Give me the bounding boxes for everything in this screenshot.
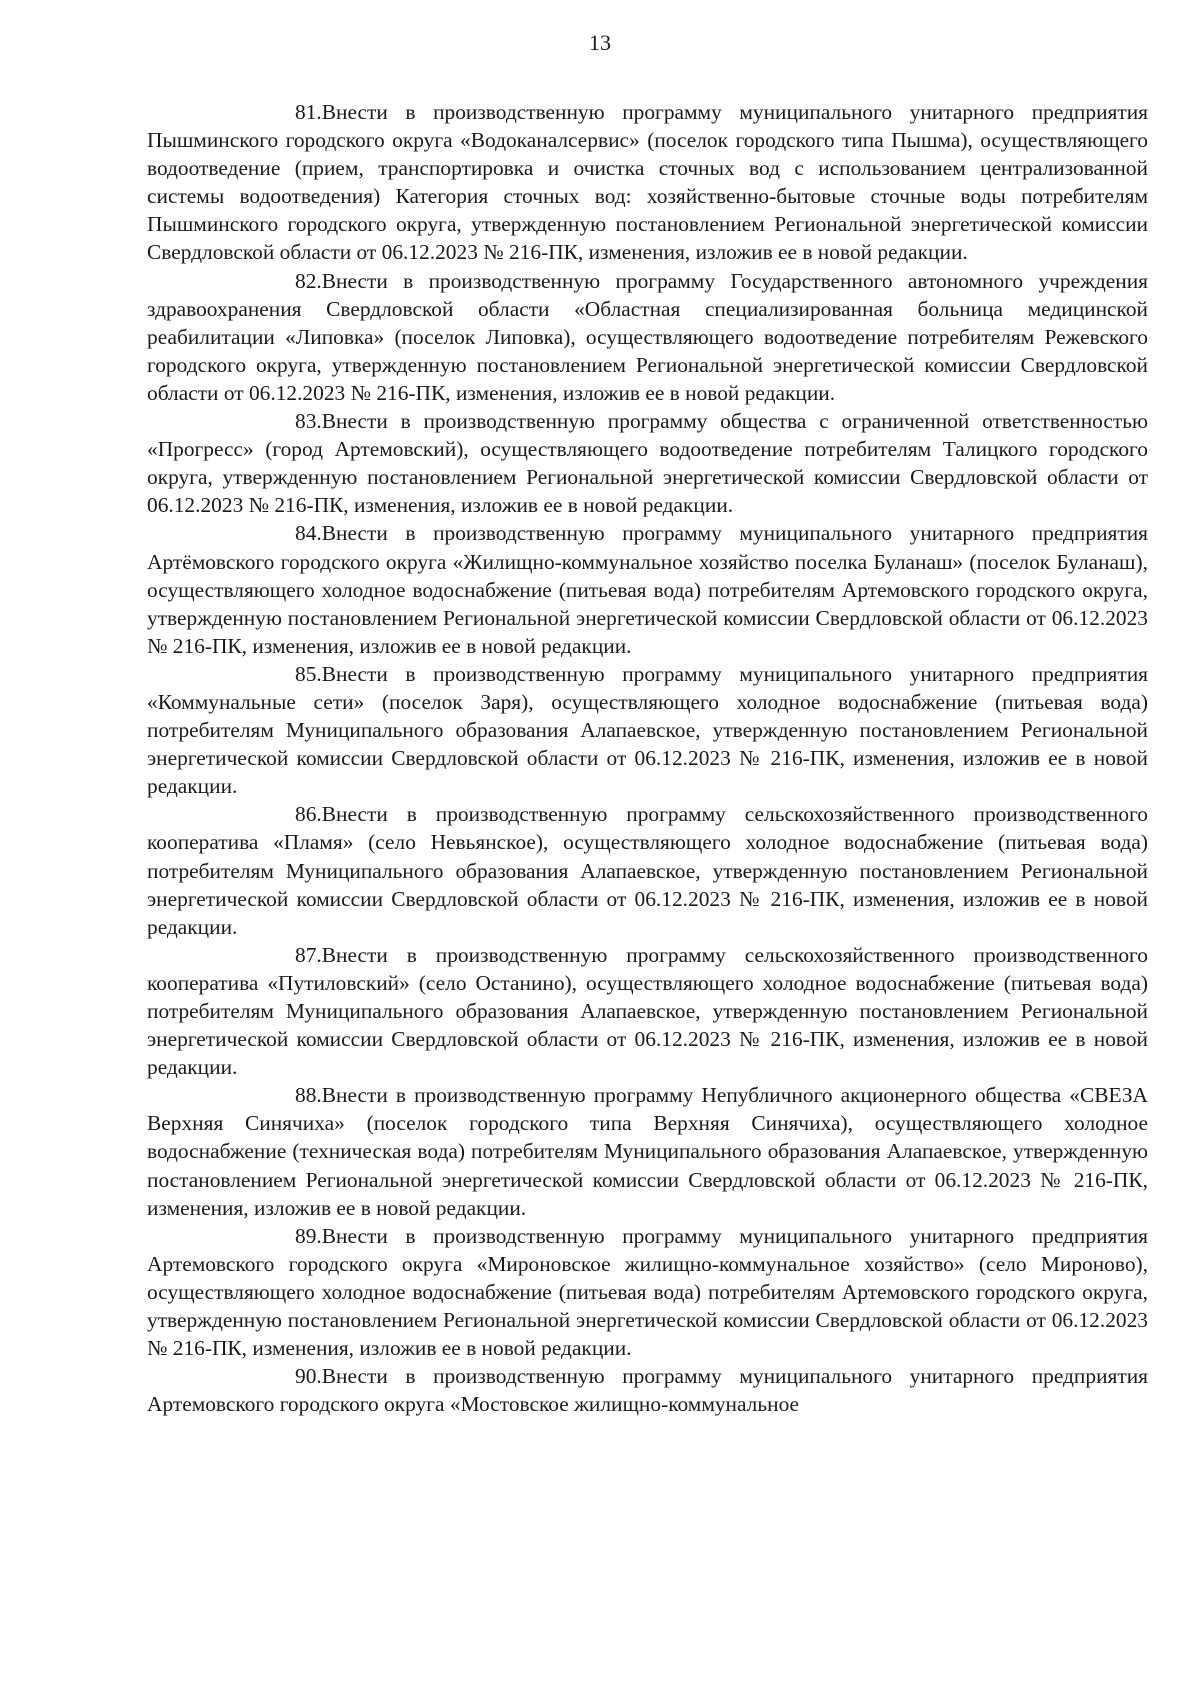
paragraph-88 bbox=[147, 1081, 1148, 1221]
paragraph-89 bbox=[147, 1222, 1148, 1362]
paragraph-number: 85. bbox=[295, 661, 322, 686]
paragraph-number: 82. bbox=[295, 268, 322, 293]
paragraph-83 bbox=[147, 407, 1148, 519]
paragraph-82 bbox=[147, 267, 1148, 407]
paragraph-81 bbox=[147, 98, 1148, 267]
paragraph-number: 84. bbox=[295, 521, 322, 546]
paragraph-number: 86. bbox=[295, 802, 322, 827]
paragraph-text: Внести в производственную программу муниципального унитарного предприятия «Коммунальные сети» (поселок Заря), осуществляющего холодное водоснабжение (питьевая вода) потребителям Муниципального образования Алапаевское, утвержденную постановлением Региональной энергетической комиссии Свердловской области от 06.12.2023 № 216-ПК, изменения, изложив ее в новой редакции. bbox=[147, 661, 1148, 799]
paragraph-number: 88. bbox=[295, 1083, 322, 1108]
paragraph-number: 87. bbox=[295, 942, 322, 967]
paragraph-number: 89. bbox=[295, 1223, 322, 1248]
paragraph-text: Внести в производственную программу муниципального унитарного предприятия Артемовского городского округа «Мостовское жилищно-коммунальное bbox=[147, 1364, 1148, 1417]
paragraph-text: Внести в производственную программу Государственного автономного учреждения здравоохранения Свердловской области «Областная специализированная больница медицинской реабилитации «Липовка» (поселок Липовка), осуществляющего водоотведение потребителям Режевского городского округа, утвержденную постановлением Региональной энергетической комиссии Свердловской области от 06.12.2023 № 216-ПК, изменения, изложив ее в новой редакции. bbox=[147, 268, 1148, 405]
paragraph-85 bbox=[147, 660, 1148, 800]
page-number: 13 bbox=[589, 30, 611, 55]
paragraph-text: Внести в производственную программу общества с ограниченной ответственностью «Прогресс» (город Артемовский), осуществляющего водоотведение потребителям Талицкого городского округа, утвержденную постановлением Региональной энергетической комиссии Свердловской области от 06.12.2023 № 216-ПК, изменения, изложив ее в новой редакции. bbox=[147, 409, 1148, 518]
paragraph-text: Внести в производственную программу муниципального унитарного предприятия Артёмовского городского округа «Жилищно-коммунальное хозяйство поселка Буланаш» (поселок Буланаш), осуществляющего холодное водоснабжение (питьевая вода) потребителям Артемовского городского округа, утвержденную постановлением Региональной энергетической комиссии Свердловской области от 06.12.2023 № 216-ПК, изменения, изложив ее в новой редакции. bbox=[147, 521, 1148, 658]
paragraph-90 bbox=[147, 1362, 1148, 1418]
paragraph-number: 81. bbox=[295, 100, 322, 124]
document-body bbox=[147, 98, 1148, 1418]
paragraph-text: Внести в производственную программу Непубличного акционерного общества «СВЕЗА Верхняя Синячиха» (поселок городского типа Верхняя Синячиха), осуществляющего холодное водоснабжение (техническая вода) потребителям Муниципального образования Алапаевское, утвержденную постановлением Региональной энергетической комиссии Свердловской области от 06.12.2023 № 216-ПК, изменения, изложив ее в новой редакции. bbox=[147, 1083, 1148, 1220]
paragraph-text: Внести в производственную программу муниципального унитарного предприятия Пышминского городского округа «Водоканалсервис» (поселок городского типа Пышма), осуществляющего водоотведение (прием, транспортировка и очистка сточных вод с использованием централизованной системы водоотведения) Категория сточных вод: хозяйственно-бытовые сточные воды потребителям Пышминского городского округа, утвержденную постановлением Региональной энергетической комиссии Свердловской области от 06.12.2023 № 216-ПК, изменения, изложив ее в новой редакции. bbox=[147, 100, 1148, 265]
paragraph-text: Внести в производственную программу сельскохозяйственного производственного кооператива «Пламя» (село Невьянское), осуществляющего холодное водоснабжение (питьевая вода) потребителям Муниципального образования Алапаевское, утвержденную постановлением Региональной энергетической комиссии Свердловской области от 06.12.2023 № 216-ПК, изменения, изложив ее в новой редакции. bbox=[147, 802, 1148, 939]
paragraph-86 bbox=[147, 800, 1148, 940]
paragraph-84 bbox=[147, 519, 1148, 659]
paragraph-number: 90. bbox=[295, 1364, 322, 1389]
paragraph-87 bbox=[147, 941, 1148, 1081]
paragraph-number: 83. bbox=[295, 409, 322, 434]
paragraph-text: Внести в производственную программу сельскохозяйственного производственного кооператива «Путиловский» (село Останино), осуществляющего холодное водоснабжение (питьевая вода) потребителям Муниципального образования Алапаевское, утвержденную постановлением Региональной энергетической комиссии Свердловской области от 06.12.2023 № 216-ПК, изменения, изложив ее в новой редакции. bbox=[147, 942, 1148, 1080]
paragraph-text: Внести в производственную программу муниципального унитарного предприятия Артемовского городского округа «Мироновское жилищно-коммунальное хозяйство» (село Мироново), осуществляющего холодное водоснабжение (питьевая вода) потребителям Артемовского городского округа, утвержденную постановлением Региональной энергетической комиссии Свердловской области от 06.12.2023 № 216-ПК, изменения, изложив ее в новой редакции. bbox=[147, 1223, 1148, 1361]
